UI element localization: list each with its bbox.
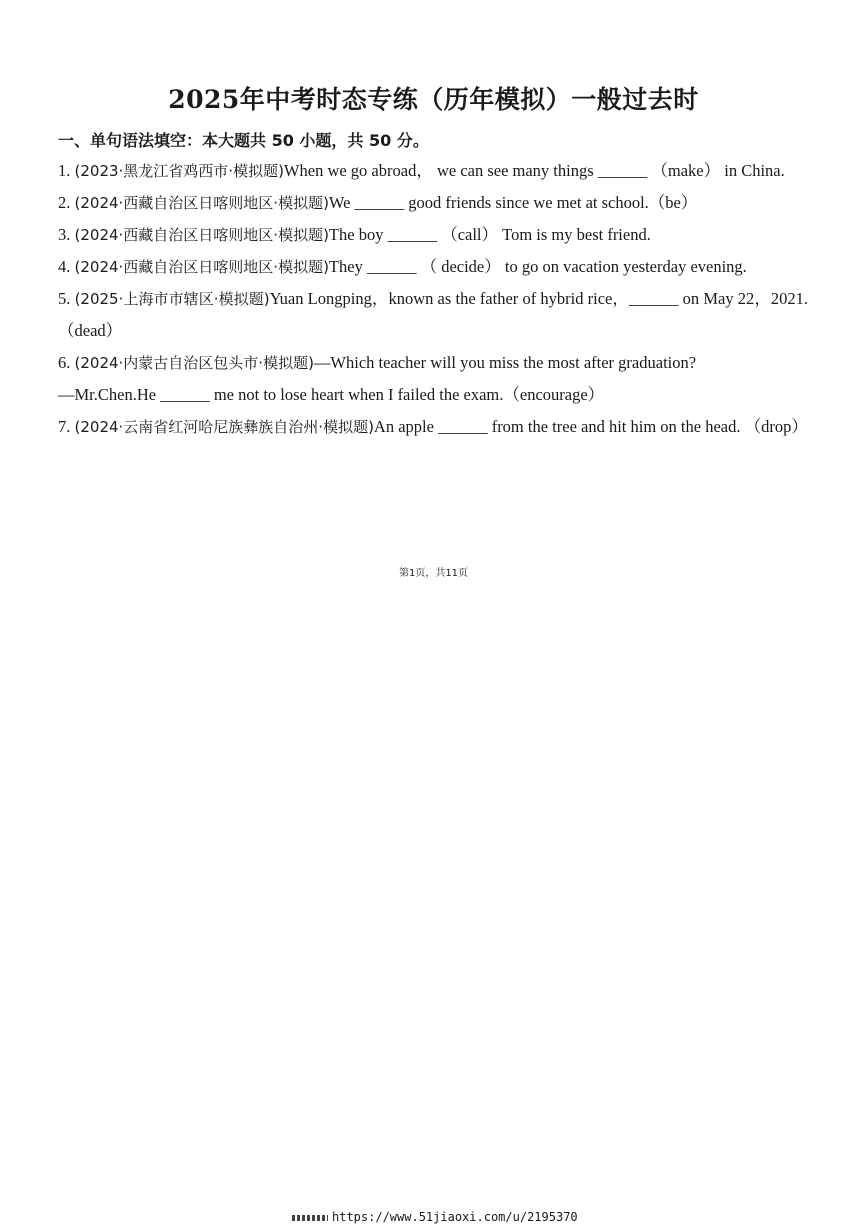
question-number: 3. [58, 225, 71, 244]
question-text: We ______ good friends since we met at school.（be） [328, 193, 698, 212]
question-text: The boy ______ （call） Tom is my best friend. [328, 225, 651, 244]
question-number: 5. [58, 289, 71, 308]
question-number: 6. [58, 353, 71, 372]
question-item [58, 251, 808, 283]
question-source: (2024·云南省红河哈尼族彝族自治州·模拟题) [74, 418, 374, 436]
question-source: (2025·上海市市辖区·模拟题) [74, 290, 270, 308]
question-item [58, 411, 808, 443]
question-number: 1. [58, 161, 71, 180]
section-heading: 一、单句语法填空：本大题共 50 小题，共 50 分。 [58, 131, 429, 150]
question-number: 7. [58, 417, 71, 436]
question-text: They ______ （ decide） to go on vacation yesterday evening. [328, 257, 747, 276]
question-text: When we go abroad， we can see many things ______ （make） in China. [283, 161, 785, 180]
question-source: (2024·西藏自治区日喀则地区·模拟题) [74, 258, 329, 276]
question-source: (2024·西藏自治区日喀则地区·模拟题) [74, 194, 329, 212]
question-item [58, 155, 808, 187]
question-number: 4. [58, 257, 71, 276]
question-text: An apple ______ from the tree and hit him on the head. （drop） [373, 417, 808, 436]
watermark-logo [292, 1215, 328, 1221]
question-item [58, 347, 808, 411]
question-source: (2024·西藏自治区日喀则地区·模拟题) [74, 226, 329, 244]
question-item [58, 187, 808, 219]
watermark-url: https://www.51jiaoxi.com/u/2195370 [332, 1210, 578, 1224]
question-text: Yuan Longping，known as the father of hybrid rice，______ on May 22，2021.（dead） [58, 289, 809, 340]
question-text: —Which teacher will you miss the most after graduation? [313, 353, 697, 372]
watermark [292, 1210, 578, 1224]
question-number: 2. [58, 193, 71, 212]
question-item [58, 283, 808, 347]
question-list [58, 155, 808, 443]
question-item [58, 219, 808, 251]
question-source: (2024·内蒙古自治区包头市·模拟题) [74, 354, 314, 372]
page-title: 2025年中考时态专练（历年模拟）一般过去时 [168, 85, 699, 114]
question-text-reply: —Mr.Chen.He ______ me not to lose heart when I failed the exam.（encourage） [58, 385, 605, 404]
page-number: 第1页，共11页 [398, 568, 469, 579]
question-source: (2023·黑龙江省鸡西市·模拟题) [74, 162, 284, 180]
